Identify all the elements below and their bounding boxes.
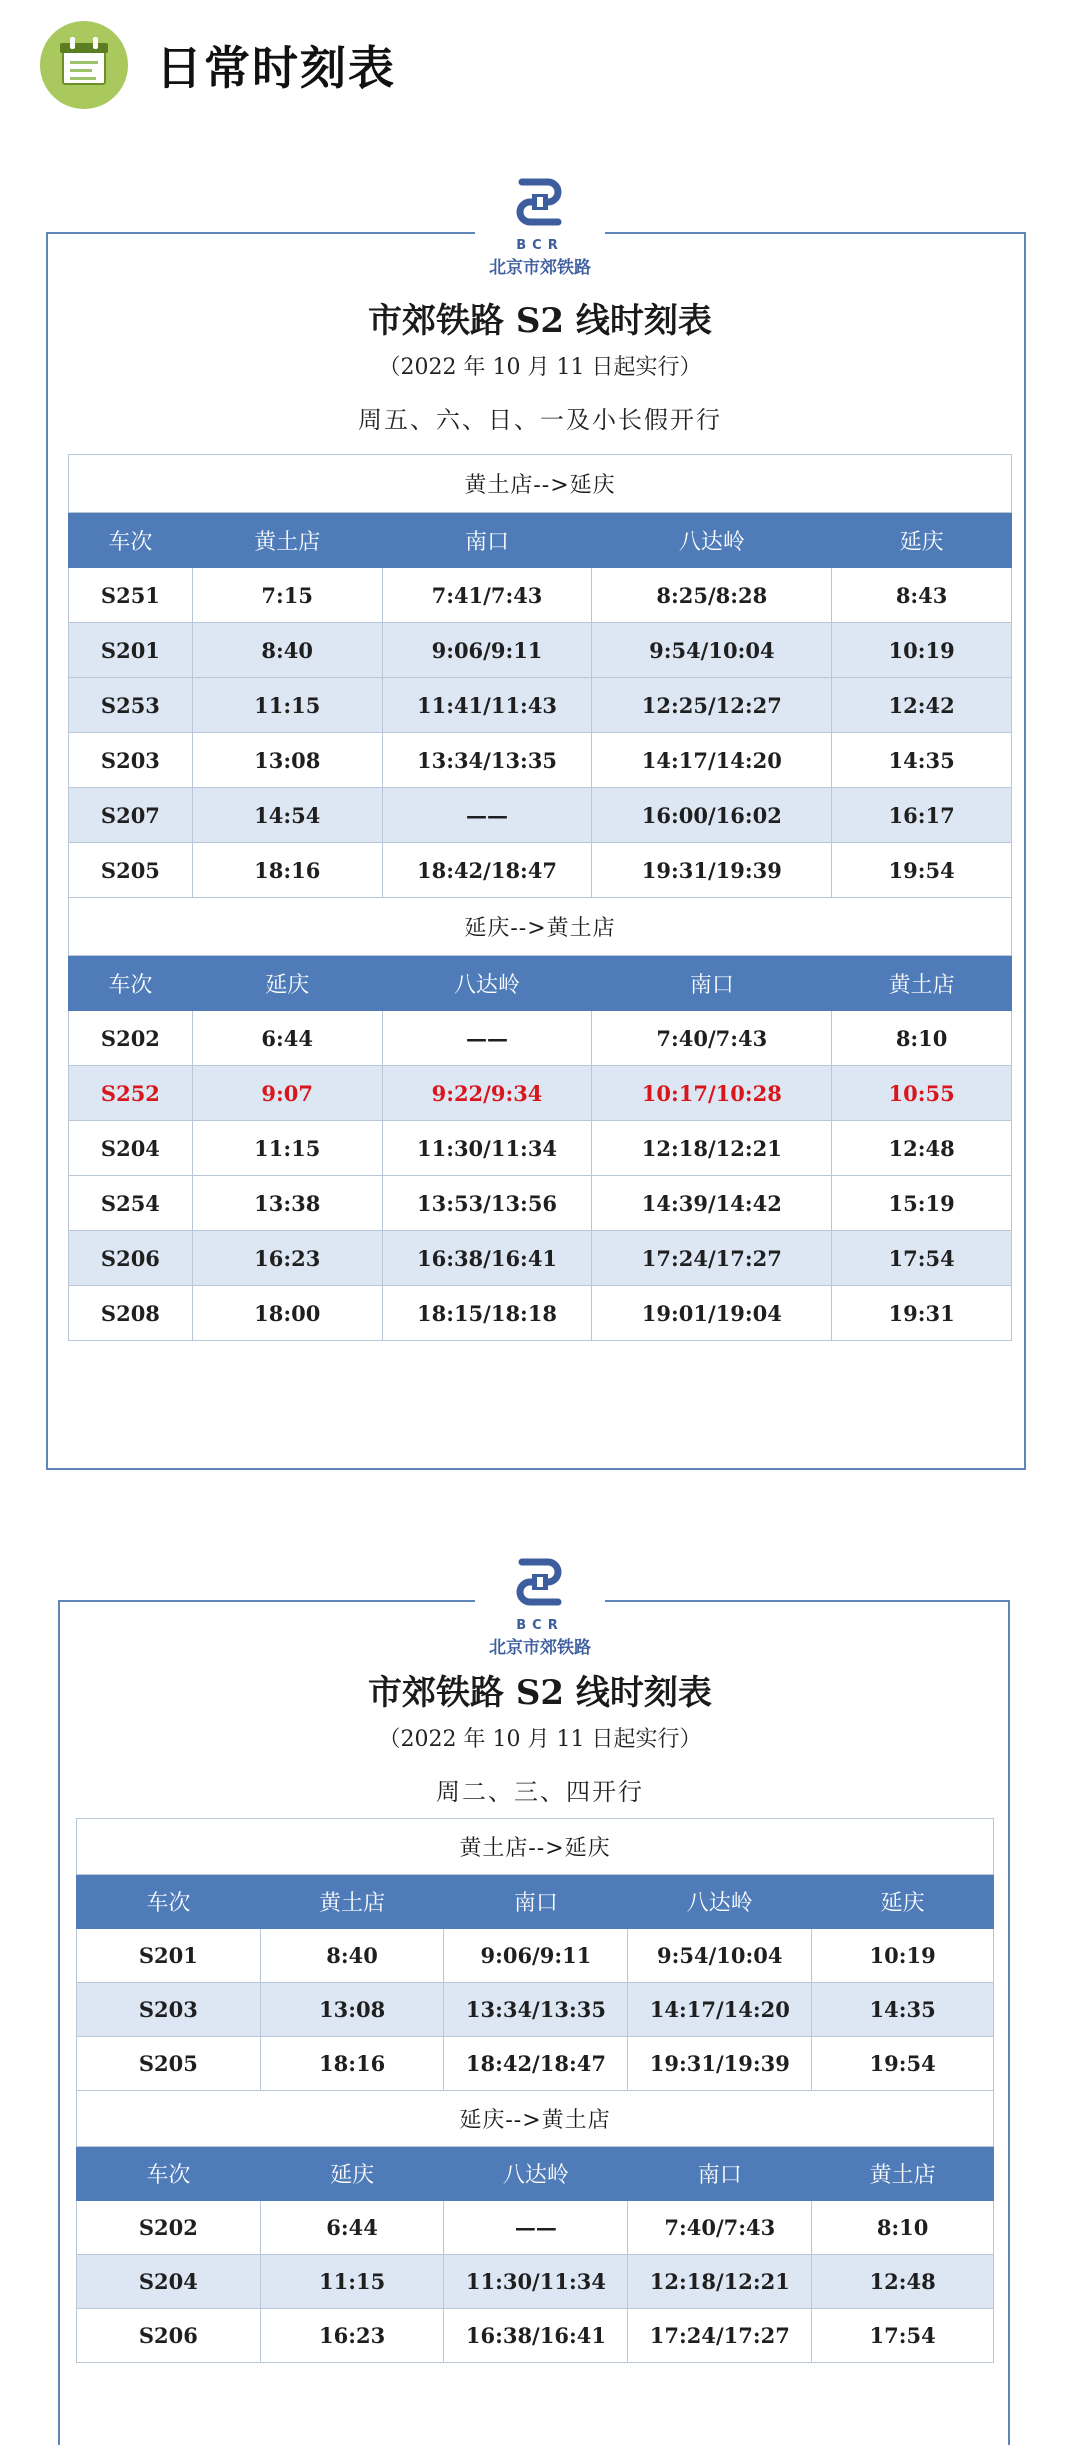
time-cell: 14:39/14:42 — [592, 1176, 832, 1231]
time-cell: 16:17 — [832, 788, 1012, 843]
train-number: S206 — [77, 2309, 261, 2363]
table-row — [69, 568, 1012, 623]
operating-days: 周二、三、四开行 — [436, 1778, 644, 1806]
column-header: 黄土店 — [812, 2147, 994, 2201]
train-number: S201 — [77, 1929, 261, 1983]
column-header: 南口 — [444, 1875, 628, 1929]
bcr-logo-icon — [508, 168, 572, 232]
train-number: S204 — [77, 2255, 261, 2309]
bcr-logo-icon — [508, 1548, 572, 1612]
time-cell: 14:35 — [832, 733, 1012, 788]
time-cell: 18:00 — [192, 1286, 382, 1341]
time-cell: 12:18/12:21 — [628, 2255, 812, 2309]
column-header: 延庆 — [192, 956, 382, 1011]
time-cell: 19:01/19:04 — [592, 1286, 832, 1341]
train-number: S201 — [69, 623, 193, 678]
time-cell: 19:54 — [832, 843, 1012, 898]
time-cell: 15:19 — [832, 1176, 1012, 1231]
logo-name: 北京市郊铁路 — [489, 258, 591, 278]
table-row — [77, 2309, 994, 2363]
effective-date: （2022 年 10 月 11 日起实行） — [378, 355, 702, 380]
train-number: S252 — [69, 1066, 193, 1121]
table-row — [69, 733, 1012, 788]
time-cell: 16:00/16:02 — [592, 788, 832, 843]
table-row — [77, 1929, 994, 1983]
time-cell: 10:55 — [832, 1066, 1012, 1121]
time-cell: 8:10 — [832, 1011, 1012, 1066]
page-title: 日常时刻表 — [156, 41, 396, 95]
time-cell: 9:54/10:04 — [592, 623, 832, 678]
train-number: S202 — [69, 1011, 193, 1066]
time-cell: 16:23 — [260, 2309, 444, 2363]
time-cell: 16:23 — [192, 1231, 382, 1286]
column-header: 黄土店 — [192, 513, 382, 568]
column-header: 八达岭 — [444, 2147, 628, 2201]
table-row — [77, 2255, 994, 2309]
time-cell: 9:54/10:04 — [628, 1929, 812, 1983]
time-cell: 18:42/18:47 — [444, 2037, 628, 2091]
time-cell: 18:16 — [192, 843, 382, 898]
table-row — [69, 678, 1012, 733]
time-cell: 11:15 — [192, 1121, 382, 1176]
time-cell: 17:54 — [812, 2309, 994, 2363]
time-cell: 7:40/7:43 — [628, 2201, 812, 2255]
time-cell: 13:53/13:56 — [382, 1176, 592, 1231]
table-row — [69, 788, 1012, 843]
time-cell: 10:17/10:28 — [592, 1066, 832, 1121]
time-cell: 19:54 — [812, 2037, 994, 2091]
time-cell: 11:30/11:34 — [382, 1121, 592, 1176]
time-cell: 10:19 — [832, 623, 1012, 678]
schedule-title: 市郊铁路 S2 线时刻表 — [368, 1673, 712, 1713]
timetable-weekday — [76, 1818, 994, 2363]
time-cell: —— — [382, 788, 592, 843]
direction-label: 延庆-->黄土店 — [77, 2091, 994, 2147]
time-cell: 11:15 — [192, 678, 382, 733]
table-row — [69, 1231, 1012, 1286]
logo-abbr: BCR — [516, 1618, 564, 1633]
time-cell: 19:31/19:39 — [592, 843, 832, 898]
time-cell: 7:40/7:43 — [592, 1011, 832, 1066]
column-header: 南口 — [382, 513, 592, 568]
time-cell: —— — [444, 2201, 628, 2255]
time-cell: 6:44 — [192, 1011, 382, 1066]
column-header: 延庆 — [832, 513, 1012, 568]
operating-days: 周五、六、日、一及小长假开行 — [358, 406, 722, 434]
time-cell: 17:54 — [832, 1231, 1012, 1286]
time-cell: 11:41/11:43 — [382, 678, 592, 733]
train-number: S203 — [77, 1983, 261, 2037]
train-number: S205 — [77, 2037, 261, 2091]
time-cell: 9:22/9:34 — [382, 1066, 592, 1121]
table-row — [77, 1983, 994, 2037]
time-cell: 18:15/18:18 — [382, 1286, 592, 1341]
table-row — [69, 1011, 1012, 1066]
time-cell: 8:40 — [260, 1929, 444, 1983]
schedule-title: 市郊铁路 S2 线时刻表 — [368, 301, 712, 341]
column-header: 车次 — [77, 2147, 261, 2201]
train-number: S202 — [77, 2201, 261, 2255]
train-number: S254 — [69, 1176, 193, 1231]
table-row — [69, 843, 1012, 898]
bcr-logo — [475, 168, 605, 278]
train-number: S208 — [69, 1286, 193, 1341]
column-header: 延庆 — [812, 1875, 994, 1929]
logo-abbr: BCR — [516, 238, 564, 253]
time-cell: 8:10 — [812, 2201, 994, 2255]
column-header: 车次 — [69, 956, 193, 1011]
time-cell: 7:15 — [192, 568, 382, 623]
logo-name: 北京市郊铁路 — [489, 1638, 591, 1658]
column-header: 黄土店 — [832, 956, 1012, 1011]
time-cell: 16:38/16:41 — [444, 2309, 628, 2363]
time-cell: 6:44 — [260, 2201, 444, 2255]
table-row — [69, 1286, 1012, 1341]
timetable-weekend — [68, 454, 1012, 1341]
train-number: S205 — [69, 843, 193, 898]
bcr-logo — [475, 1548, 605, 1658]
time-cell: 12:25/12:27 — [592, 678, 832, 733]
time-cell: 12:42 — [832, 678, 1012, 733]
calendar-icon — [40, 21, 128, 109]
time-cell: 12:18/12:21 — [592, 1121, 832, 1176]
effective-date: （2022 年 10 月 11 日起实行） — [378, 1727, 702, 1752]
table-row — [77, 2201, 994, 2255]
time-cell: 12:48 — [812, 2255, 994, 2309]
time-cell: 14:17/14:20 — [592, 733, 832, 788]
table-row — [69, 623, 1012, 678]
time-cell: 8:40 — [192, 623, 382, 678]
time-cell: 10:19 — [812, 1929, 994, 1983]
time-cell: 11:30/11:34 — [444, 2255, 628, 2309]
time-cell: 13:08 — [260, 1983, 444, 2037]
time-cell: 18:16 — [260, 2037, 444, 2091]
train-number: S207 — [69, 788, 193, 843]
time-cell: 19:31 — [832, 1286, 1012, 1341]
time-cell: 17:24/17:27 — [592, 1231, 832, 1286]
train-number: S203 — [69, 733, 193, 788]
train-number: S204 — [69, 1121, 193, 1176]
time-cell: 14:17/14:20 — [628, 1983, 812, 2037]
column-header: 南口 — [628, 2147, 812, 2201]
time-cell: 11:15 — [260, 2255, 444, 2309]
time-cell: 7:41/7:43 — [382, 568, 592, 623]
time-cell: 19:31/19:39 — [628, 2037, 812, 2091]
table-row — [69, 1121, 1012, 1176]
column-header: 八达岭 — [628, 1875, 812, 1929]
time-cell: 16:38/16:41 — [382, 1231, 592, 1286]
table-row-highlighted — [69, 1066, 1012, 1121]
time-cell: 8:25/8:28 — [592, 568, 832, 623]
table-row — [77, 2037, 994, 2091]
train-number: S253 — [69, 678, 193, 733]
time-cell: 13:34/13:35 — [382, 733, 592, 788]
time-cell: 13:34/13:35 — [444, 1983, 628, 2037]
time-cell: 17:24/17:27 — [628, 2309, 812, 2363]
time-cell: 13:08 — [192, 733, 382, 788]
column-header: 延庆 — [260, 2147, 444, 2201]
time-cell: 14:54 — [192, 788, 382, 843]
time-cell: 9:06/9:11 — [444, 1929, 628, 1983]
train-number: S251 — [69, 568, 193, 623]
time-cell: 8:43 — [832, 568, 1012, 623]
table-row — [69, 1176, 1012, 1231]
train-number: S206 — [69, 1231, 193, 1286]
direction-label: 黄土店-->延庆 — [77, 1819, 994, 1875]
time-cell: 12:48 — [832, 1121, 1012, 1176]
direction-label: 延庆-->黄土店 — [69, 898, 1012, 956]
column-header: 车次 — [77, 1875, 261, 1929]
column-header: 车次 — [69, 513, 193, 568]
time-cell: —— — [382, 1011, 592, 1066]
time-cell: 18:42/18:47 — [382, 843, 592, 898]
column-header: 黄土店 — [260, 1875, 444, 1929]
column-header: 八达岭 — [592, 513, 832, 568]
time-cell: 9:06/9:11 — [382, 623, 592, 678]
section-header — [40, 20, 396, 110]
column-header: 八达岭 — [382, 956, 592, 1011]
column-header: 南口 — [592, 956, 832, 1011]
direction-label: 黄土店-->延庆 — [69, 455, 1012, 513]
time-cell: 14:35 — [812, 1983, 994, 2037]
time-cell: 13:38 — [192, 1176, 382, 1231]
time-cell: 9:07 — [192, 1066, 382, 1121]
